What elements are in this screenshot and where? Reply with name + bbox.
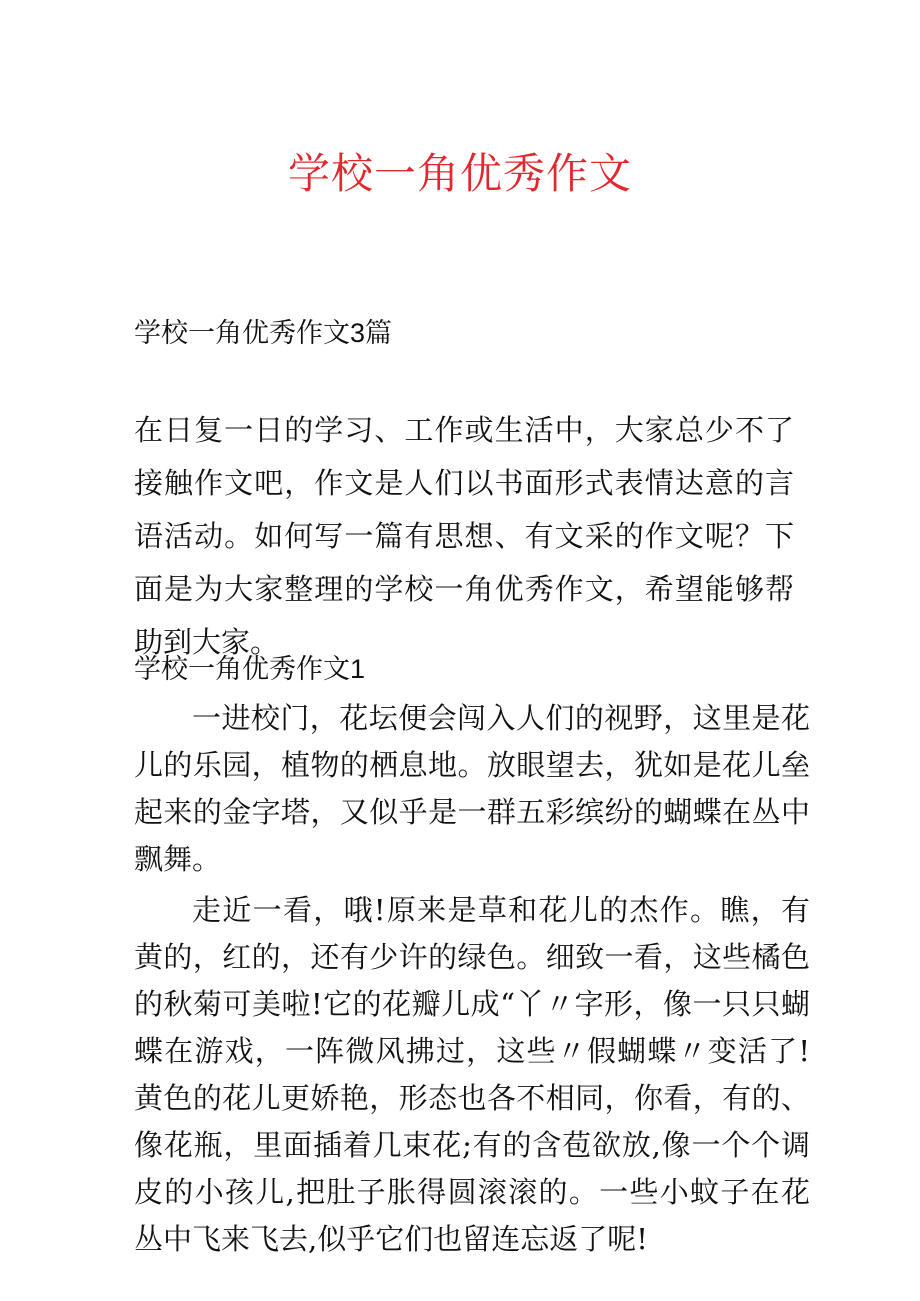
essay-1-paragraph-2: 走近一看，哦!原来是草和花儿的杰作。瞧，有黄的，红的，还有少许的绿色。细致一看，这些橘色的秋菊可美啦!它的花瓣儿成“丫〃字形，像一只只蝴蝶在游戏，一阵微风拂过，这些〃假蝴蝶〃变活了!黄色的花儿更娇艳，形态也各不相同，你看，有的、像花瓶，里面插着几束花;有的含苞欲放,像一个个调皮的小孩儿,把肚子胀得圆滚滚的。一些小蚊子在花丛中飞来飞去,似乎它们也留连忘返了呢!: [134, 893, 810, 1256]
essay-1-paragraph-1: 一进校门，花坛便会闯入人们的视野，这里是花儿的乐园，植物的栖息地。放眼望去，犹如是花儿垒起来的金字塔，又似乎是一群五彩缤纷的蝴蝶在丛中飘舞。: [134, 701, 810, 876]
essay-1-body: [134, 695, 810, 1263]
intro-paragraph: 在日复一日的学习、工作或生活中，大家总少不了接触作文吧，作文是人们以书面形式表情达意的言语活动。如何写一篇有思想、有文采的作文呢？下面是为大家整理的学校一角优秀作文，希望能够帮助到大家。: [134, 413, 794, 659]
essay-1-heading: 学校一角优秀作文1: [134, 654, 366, 684]
document-subtitle: 学校一角优秀作文3篇: [134, 318, 393, 348]
document-title: 学校一角优秀作文: [287, 149, 632, 198]
